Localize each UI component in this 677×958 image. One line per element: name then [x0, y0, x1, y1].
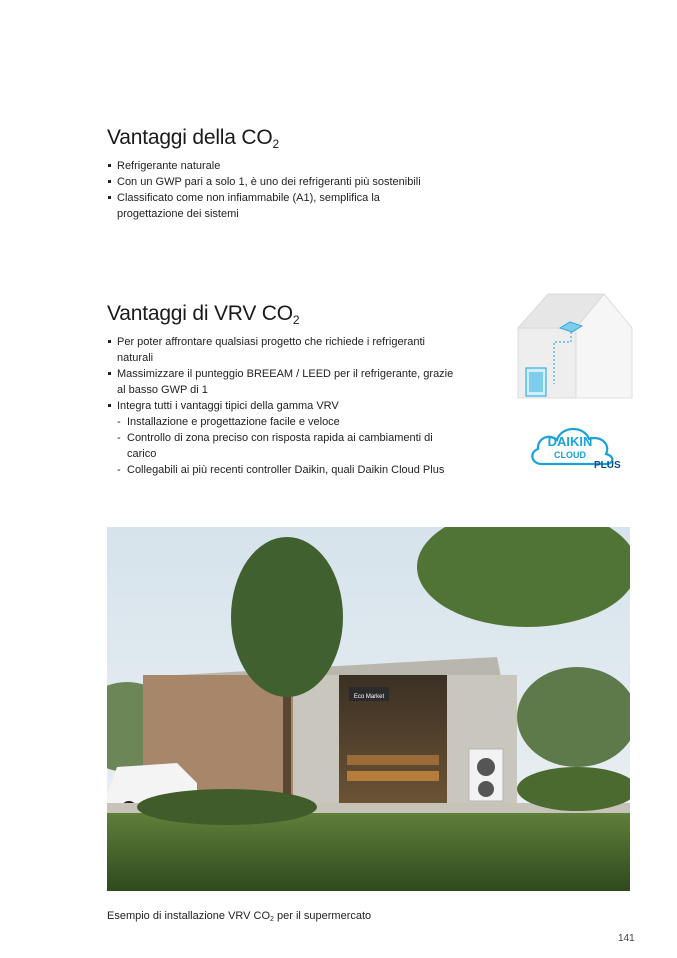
vrv-co2-advantages-list [107, 334, 457, 478]
list-item: Classificato come non infiammabile (A1), semplifica la progettazione dei sistemi [107, 190, 427, 222]
section-title-co2: Vantaggi della $CO_2$ [107, 126, 279, 151]
list-item: Massimizzare il punteggio BREEAM / LEED per il refrigerante, grazie al basso GWP di 1 [107, 366, 457, 398]
sub-list-item: - Collegabili ai più recenti controller Daikin, quali Daikin Cloud Plus [107, 462, 457, 478]
sub-list-item: - Controllo di zona preciso con risposta rapida ai cambiamenti di carico [107, 430, 457, 462]
sub-list-item: - Installazione e progettazione facile e veloce [107, 414, 457, 430]
photo-caption: Esempio di installazione VRV $CO_2$ per il supermercato [107, 910, 372, 923]
section-title-vrv-co2: Vantaggi di VRV $CO_2$ [107, 302, 300, 327]
list-item: Refrigerante naturale [107, 158, 427, 174]
co2-advantages-list [107, 158, 427, 222]
list-item: Con un GWP pari a solo 1, è uno dei refrigeranti più sostenibili [107, 174, 427, 190]
logo-text: CLOUD [554, 450, 586, 460]
page-number: 141 [618, 933, 635, 944]
daikin-cloud-plus-logo [528, 420, 624, 472]
list-item: Integra tutti i vantaggi tipici della gamma VRV [107, 398, 457, 414]
list-item: Per poter affrontare qualsiasi progetto che richiede i refrigeranti naturali [107, 334, 457, 366]
logo-text: DAIKIN [547, 434, 593, 449]
supermarket-photo [107, 527, 630, 891]
logo-text: PLUS [594, 460, 621, 471]
building-system-illustration [514, 292, 634, 404]
shop-sign-text: Eco Market [353, 694, 385, 700]
